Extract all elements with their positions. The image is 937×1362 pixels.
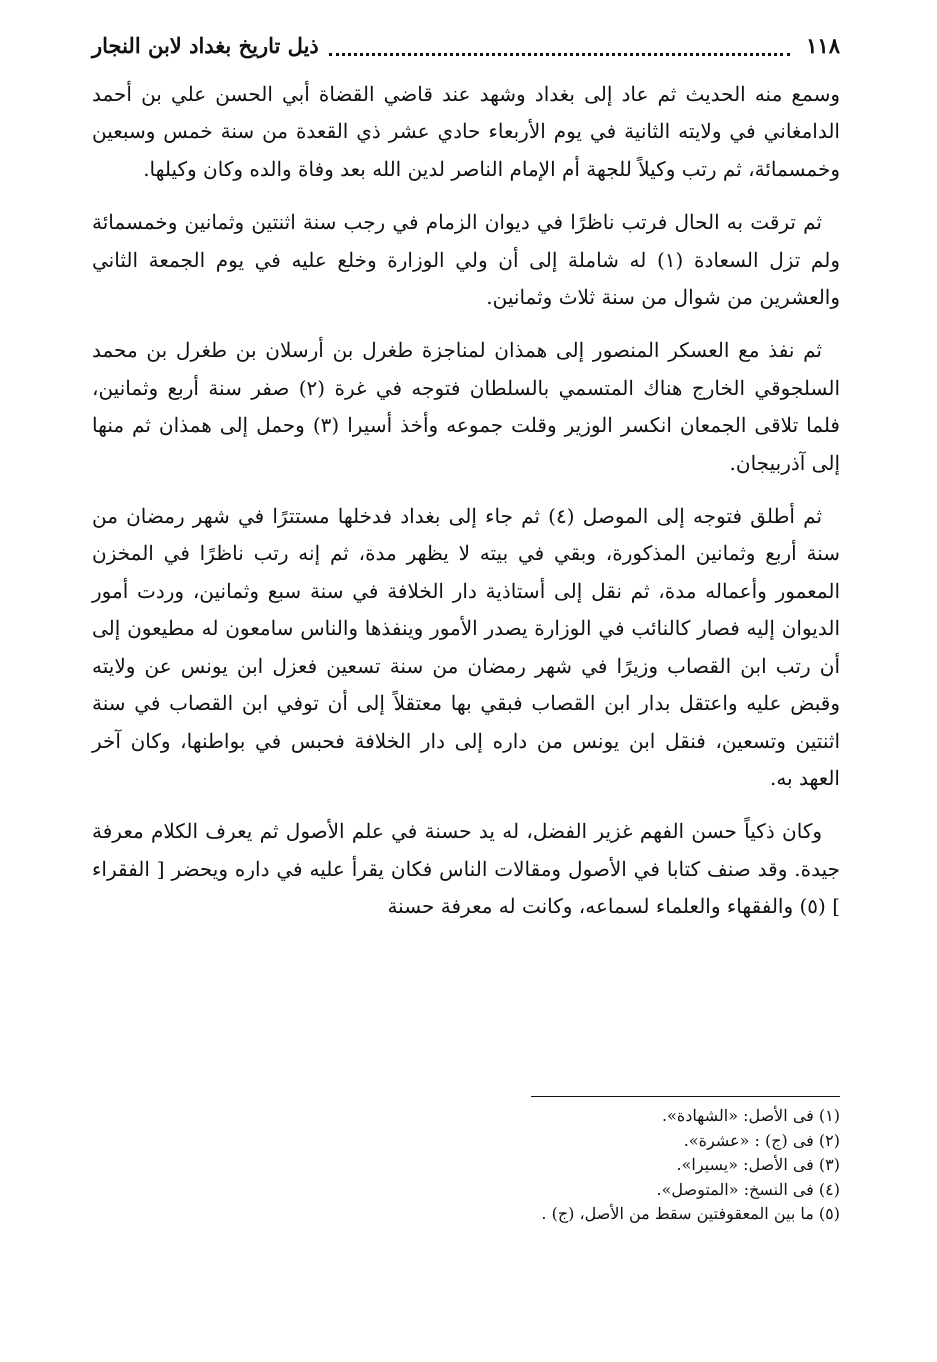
paragraph: ثم نفذ مع العسكر المنصور إلى همذان لمناجزة طغرل بن أرسلان بن طغرل بن محمد السلجوقي الخارج هناك المتسمي بالسلطان فتوجه في غرة (٢) صفر سنة أربع وثمانين، فلما تلاقى الجمعان انكسر الوزير وقلت جموعه وأخذ أسيرا (٣) وحمل إلى همذان ثم منها إلى آذربيجان. <box>92 338 840 475</box>
running-title: ذيل تاريخ بغداد لابن النجار <box>92 33 319 58</box>
main-text <box>92 76 840 942</box>
footnote: (٥) ما بين المعقوفتين سقط من الأصل، (ج) . <box>541 1204 840 1223</box>
paragraph: ثم أطلق فتوجه إلى الموصل (٤) ثم جاء إلى بغداد فدخلها مستترًا في شهر رمضان من سنة أربع وثمانين المذكورة، وبقي في بيته لا يظهر مدة، ثم إنه رتب ناظرًا في المخزن المعمور وأعماله مدة، ثم نقل إلى أستاذية دار الخلافة في سنة سبع وثمانين، وردت أمور الديوان إليه فصار كالنائب في الوزارة يصدر الأمور وينفذها والناس سامعون له مطيعون إلى أن رتب ابن القصاب وزيرًا في شهر رمضان من سنة تسعين فعزل ابن يونس عن ولايته وقبض عليه واعتقل بدار ابن القصاب فبقي بها معتقلاً إلى أن توفي ابن القصاب في سنة اثنتين وتسعين، فنقل ابن يونس من داره إلى دار الخلافة فحبس في بواطنها، وكان آخر العهد به. <box>92 504 840 790</box>
paragraph: ثم ترقت به الحال فرتب ناظرًا في ديوان الزمام في رجب سنة اثنتين وثمانين وخمسمائة ولم تزل السعادة (١) له شاملة إلى أن ولي الوزارة وخلع عليه في يوم الجمعة الثاني والعشرين من شوال من سنة ثلاث وثمانين. <box>92 210 840 310</box>
paragraph: وسمع منه الحديث ثم عاد إلى بغداد وشهد عند قاضي القضاة أبي الحسن علي بن أحمد الدامغاني في ولايته الثانية في يوم الأربعاء حادي عشر ذي القعدة من سنة خمس وسبعين وخمسمائة، ثم رتب وكيلاً للجهة أم الإمام الناصر لدين الله بعد وفاة والده وكان وكيلها. <box>92 82 841 181</box>
page-header <box>92 26 840 66</box>
page-number: ١١٨ <box>806 33 840 58</box>
footnotes <box>92 1104 840 1227</box>
footnote: (٤) فى النسخ: «المتوصل». <box>656 1179 840 1199</box>
footnote: (٣) فى الأصل: «يسيرا». <box>676 1155 840 1174</box>
footnote: (١) فى الأصل: «الشهادة». <box>661 1106 840 1125</box>
header-leader-dots <box>329 41 790 56</box>
paragraph: وكان ذكياً حسن الفهم غزير الفضل، له يد حسنة في علم الأصول ثم يعرف الكلام معرفة جيدة. وقد صنف كتابا في الأصول ومقالات الناس فكان يقرأ عليه في داره ويحضر [ الفقراء ] (٥) والفقهاء والعلماء لسماعه، وكانت له معرفة حسنة <box>92 819 840 919</box>
footnote: (٢) فى (ج) : «عشرة». <box>683 1130 840 1150</box>
footnote-divider <box>531 1096 840 1097</box>
